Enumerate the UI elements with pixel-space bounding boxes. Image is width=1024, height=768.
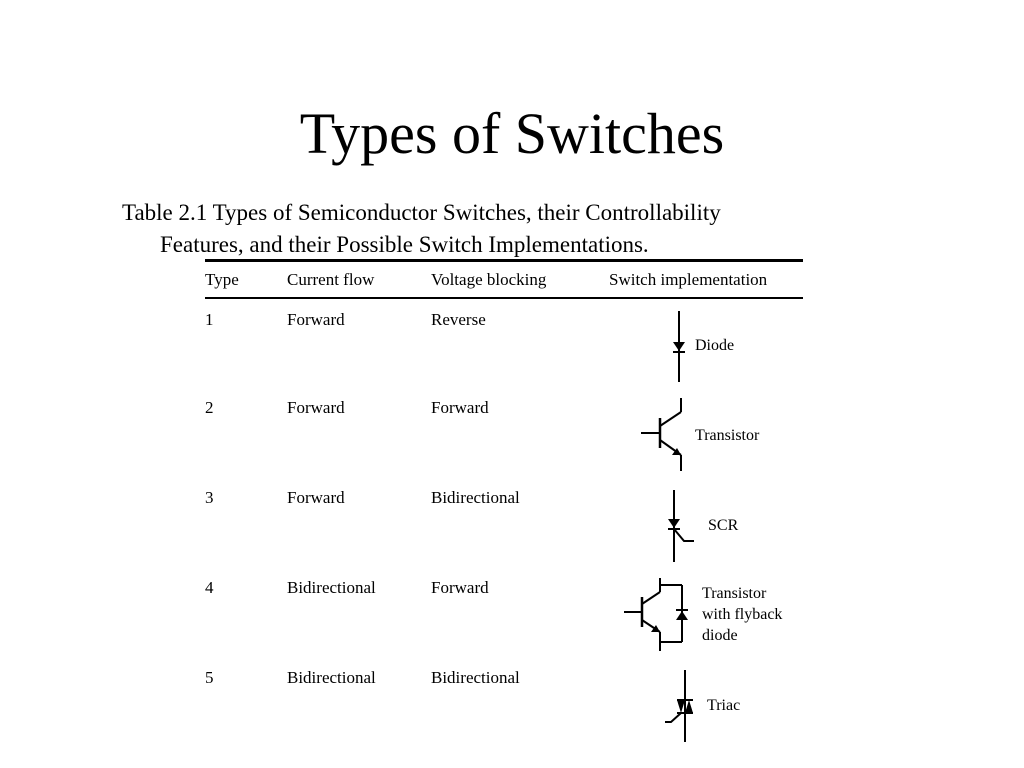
row-current-flow: Forward <box>287 488 345 507</box>
transistor-symbol-icon <box>641 398 760 471</box>
caption-line-2: Features, and their Possible Switch Implementations. <box>160 232 649 257</box>
row-implementation-label: with flyback <box>702 606 783 623</box>
row-voltage-blocking: Reverse <box>431 310 486 329</box>
header-type: Type <box>205 270 239 289</box>
row-current-flow: Bidirectional <box>287 668 376 687</box>
header-switch-implementation: Switch implementation <box>609 270 768 289</box>
row-type: 4 <box>205 578 214 597</box>
row-implementation-label: SCR <box>708 517 739 534</box>
diode-symbol-icon <box>673 311 734 382</box>
row-type: 1 <box>205 310 214 329</box>
row-current-flow: Forward <box>287 398 345 417</box>
row-voltage-blocking: Bidirectional <box>431 488 520 507</box>
header-voltage-blocking: Voltage blocking <box>431 270 547 289</box>
row-voltage-blocking: Bidirectional <box>431 668 520 687</box>
row-current-flow: Bidirectional <box>287 578 376 597</box>
scr-symbol-icon <box>668 490 739 562</box>
row-implementation-label: Transistor <box>702 585 767 602</box>
header-current-flow: Current flow <box>287 270 375 289</box>
row-implementation-label: Diode <box>695 337 735 354</box>
row-current-flow: Forward <box>287 310 345 329</box>
row-type: 5 <box>205 668 214 687</box>
row-implementation-label: Triac <box>707 697 741 714</box>
slide-title: Types of Switches <box>299 101 725 166</box>
row-implementation-label: diode <box>702 627 738 644</box>
transistor-flyback-diode-symbol-icon <box>624 578 782 651</box>
row-implementation-label: Transistor <box>695 427 760 444</box>
row-type: 2 <box>205 398 214 417</box>
row-type: 3 <box>205 488 214 507</box>
row-voltage-blocking: Forward <box>431 398 489 417</box>
caption-line-1: Table 2.1 Types of Semiconductor Switches, their Controllability <box>122 200 721 225</box>
row-voltage-blocking: Forward <box>431 578 489 597</box>
triac-symbol-icon <box>665 670 740 742</box>
